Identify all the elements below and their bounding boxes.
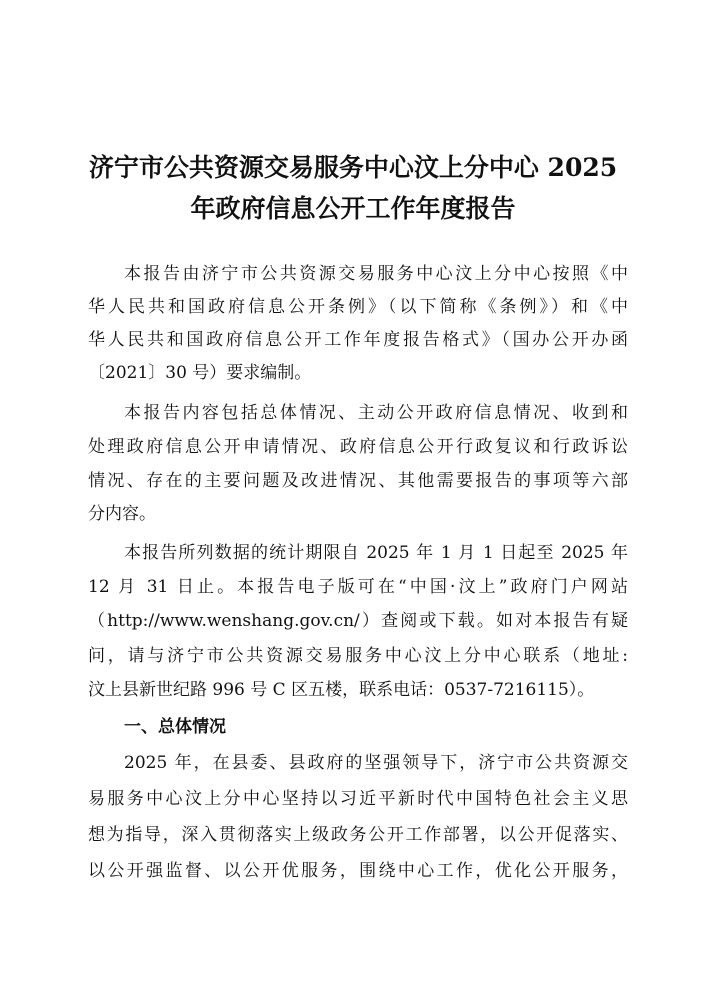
paragraph-4-line-4: 以公开强监督、以公开优服务，围绕中心工作，优化公开服务， [88,861,628,881]
paragraph-2-line-1: 本报告内容包括总体情况、主动公开政府信息情况、收到和 [124,403,628,423]
report-title-line-1: 济宁市公共资源交易服务中心汶上分中心 2025 [88,153,618,182]
paragraph-2-line-4: 分内容。 [88,504,156,524]
paragraph-1-line-1: 本报告由济宁市公共资源交易服务中心汶上分中心按照《中 [124,264,628,284]
paragraph-4-line-1: 2025 年，在县委、县政府的坚强领导下，济宁市公共资源交 [124,753,628,773]
paragraph-3-line-5: 汶上县新世纪路 996 号 C 区五楼，联系电话：0537-7216115）。 [88,680,595,700]
report-title-line-2: 年政府信息公开工作年度报告 [190,194,516,223]
paragraph-2-line-3: 情况、存在的主要问题及改进情况、其他需要报告的事项等六部 [88,471,628,491]
paragraph-3-line-3: （http://www.wenshang.gov.cn/）查阅或下载。如对本报告有疑 [88,611,628,631]
paragraph-3-line-4: 问，请与济宁市公共资源交易服务中心汶上分中心联系（地址: [88,646,628,666]
paragraph-1-line-4: 〔2021〕30 号）要求编制。 [88,363,312,383]
paragraph-3-line-1: 本报告所列数据的统计期限自 2025 年 1 月 1 日起至 2025 年 [124,543,628,563]
paragraph-1-line-3: 华人民共和国政府信息公开工作年度报告格式》（国办公开办函 [88,330,628,350]
section-heading-overview: 一、总体情况 [124,717,226,737]
paragraph-3-line-2: 12 月 31 日止。本报告电子版可在“中国·汶上”政府门户网站 [88,577,628,597]
paragraph-1-line-2: 华人民共和国政府信息公开条例》（以下简称《条例》）和《中 [88,297,628,317]
paragraph-2-line-2: 处理政府信息公开申请情况、政府信息公开行政复议和行政诉讼 [88,437,628,457]
paragraph-4-line-3: 想为指导，深入贯彻落实上级政务公开工作部署，以公开促落实、 [88,825,628,845]
paragraph-4-line-2: 易服务中心汶上分中心坚持以习近平新时代中国特色社会主义思 [88,789,628,809]
